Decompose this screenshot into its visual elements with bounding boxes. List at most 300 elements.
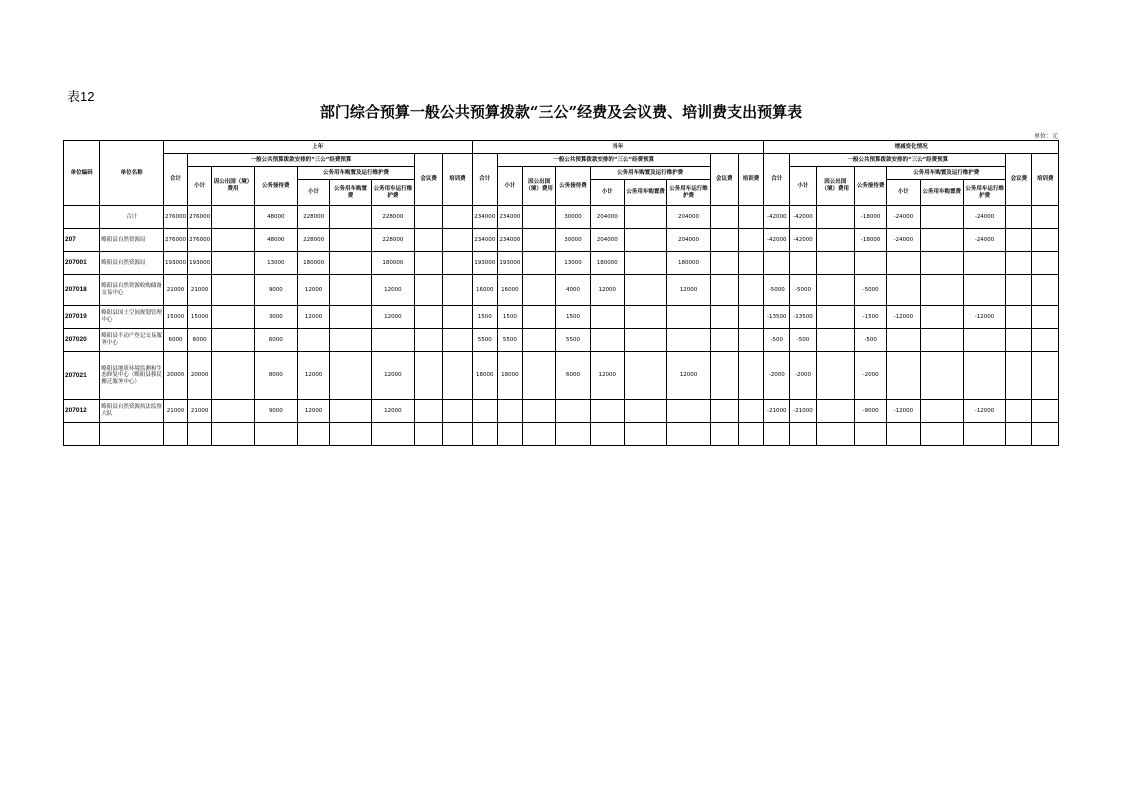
unit-name-cell: 略阳县自然资源执法监察大队 bbox=[100, 400, 164, 423]
subtotal-header: 小计 bbox=[188, 167, 212, 206]
value-cell bbox=[624, 306, 666, 329]
value-cell: 204000 bbox=[667, 229, 710, 252]
unit-name-cell: 合计 bbox=[100, 206, 164, 229]
value-cell: -2000 bbox=[854, 352, 886, 400]
value-cell bbox=[1032, 252, 1059, 275]
value-cell: -24000 bbox=[963, 229, 1005, 252]
vehicle-subtotal-header: 小计 bbox=[590, 180, 624, 206]
value-cell bbox=[415, 352, 443, 400]
abroad-header: 因公出国（境）费用 bbox=[816, 167, 854, 206]
value-cell: 180000 bbox=[298, 252, 330, 275]
value-cell bbox=[1006, 206, 1032, 229]
value-cell: 12000 bbox=[371, 352, 414, 400]
value-cell: 30000 bbox=[556, 229, 590, 252]
value-cell bbox=[163, 423, 187, 446]
value-cell: -13500 bbox=[764, 306, 790, 329]
value-cell: -2000 bbox=[764, 352, 790, 400]
value-cell bbox=[764, 423, 790, 446]
value-cell bbox=[590, 423, 624, 446]
table-row bbox=[64, 275, 1059, 306]
subtotal-header: 小计 bbox=[497, 167, 522, 206]
value-cell: 228000 bbox=[371, 206, 414, 229]
value-cell bbox=[624, 329, 666, 352]
value-cell: -500 bbox=[790, 329, 816, 352]
value-cell bbox=[1032, 400, 1059, 423]
group-header-change: 增减变化情况 bbox=[764, 141, 1059, 154]
value-cell: 5500 bbox=[472, 329, 497, 352]
unit-code-cell bbox=[64, 206, 100, 229]
unit-name-cell: 略阳县地质环境监测和生态修复中心（略阳县移民搬迁服务中心） bbox=[100, 352, 164, 400]
sangong-budget-header: 一般公共预算拨款安排的“三公”经费预算 bbox=[790, 154, 1006, 167]
value-cell: -24000 bbox=[887, 206, 920, 229]
value-cell: 9000 bbox=[254, 400, 297, 423]
vehicle-purchase-header: 公务用车购置费 bbox=[920, 180, 963, 206]
value-cell: 15000 bbox=[188, 306, 212, 329]
value-cell: 180000 bbox=[590, 252, 624, 275]
value-cell bbox=[816, 352, 854, 400]
value-cell bbox=[624, 423, 666, 446]
value-cell: 204000 bbox=[667, 206, 710, 229]
value-cell: -12000 bbox=[963, 400, 1005, 423]
value-cell: 228000 bbox=[298, 206, 330, 229]
value-cell bbox=[667, 306, 710, 329]
value-cell: 234000 bbox=[497, 206, 522, 229]
value-cell: 12000 bbox=[667, 352, 710, 400]
value-cell bbox=[330, 229, 371, 252]
value-cell bbox=[624, 400, 666, 423]
unit-name-header: 单位名称 bbox=[100, 141, 164, 206]
value-cell: -21000 bbox=[764, 400, 790, 423]
value-cell bbox=[443, 306, 472, 329]
value-cell bbox=[212, 352, 254, 400]
value-cell bbox=[816, 206, 854, 229]
abroad-header: 因公出国（境）费用 bbox=[523, 167, 556, 206]
value-cell bbox=[523, 229, 556, 252]
value-cell bbox=[443, 400, 472, 423]
value-cell: 12000 bbox=[667, 275, 710, 306]
value-cell bbox=[1032, 206, 1059, 229]
header-row-1 bbox=[64, 141, 1059, 154]
value-cell bbox=[330, 252, 371, 275]
value-cell: 13000 bbox=[556, 252, 590, 275]
value-cell: 6000 bbox=[556, 352, 590, 400]
value-cell bbox=[816, 252, 854, 275]
value-cell: -18000 bbox=[854, 206, 886, 229]
value-cell: 6000 bbox=[163, 329, 187, 352]
value-cell bbox=[1032, 306, 1059, 329]
value-cell: 30000 bbox=[556, 206, 590, 229]
vehicle-purchase-header: 公务用车购置费 bbox=[624, 180, 666, 206]
value-cell bbox=[816, 400, 854, 423]
value-cell bbox=[710, 275, 738, 306]
table-row bbox=[64, 400, 1059, 423]
value-cell bbox=[443, 252, 472, 275]
table-row bbox=[64, 252, 1059, 275]
value-cell bbox=[254, 423, 297, 446]
table-row bbox=[64, 352, 1059, 400]
value-cell bbox=[710, 352, 738, 400]
reception-header: 公务接待费 bbox=[854, 167, 886, 206]
value-cell: 12000 bbox=[298, 306, 330, 329]
unit-name-cell bbox=[100, 423, 164, 446]
value-cell: 180000 bbox=[667, 252, 710, 275]
value-cell: -12000 bbox=[887, 306, 920, 329]
value-cell: 9000 bbox=[254, 275, 297, 306]
table-row bbox=[64, 206, 1059, 229]
value-cell: 6000 bbox=[188, 329, 212, 352]
value-cell bbox=[443, 352, 472, 400]
value-cell bbox=[212, 252, 254, 275]
value-cell bbox=[963, 352, 1005, 400]
value-cell bbox=[415, 329, 443, 352]
value-cell: 5500 bbox=[497, 329, 522, 352]
value-cell: 193000 bbox=[163, 252, 187, 275]
unit-name-cell: 略阳县自然资源局 bbox=[100, 229, 164, 252]
value-cell bbox=[920, 400, 963, 423]
total-header: 合计 bbox=[472, 154, 497, 206]
value-cell: 204000 bbox=[590, 206, 624, 229]
abroad-header: 因公出国（境）费用 bbox=[212, 167, 254, 206]
training-header: 培训费 bbox=[1032, 154, 1059, 206]
value-cell: -42000 bbox=[790, 206, 816, 229]
sangong-budget-header: 一般公共预算拨款安排的“三公”经费预算 bbox=[497, 154, 710, 167]
value-cell bbox=[523, 206, 556, 229]
value-cell: 228000 bbox=[371, 229, 414, 252]
value-cell: 12000 bbox=[590, 352, 624, 400]
vehicle-purchase-header: 公务用车购置费 bbox=[330, 180, 371, 206]
vehicle-header: 公务用车购置及运行维护费 bbox=[590, 167, 710, 180]
group-header-this-year: 当年 bbox=[472, 141, 764, 154]
value-cell bbox=[443, 275, 472, 306]
value-cell: 1500 bbox=[497, 306, 522, 329]
vehicle-header: 公务用车购置及运行维护费 bbox=[887, 167, 1006, 180]
value-cell bbox=[920, 206, 963, 229]
value-cell: 48000 bbox=[254, 206, 297, 229]
value-cell: -12000 bbox=[963, 306, 1005, 329]
value-cell bbox=[443, 423, 472, 446]
unit-code-cell: 207018 bbox=[64, 275, 100, 306]
reception-header: 公务接待费 bbox=[556, 167, 590, 206]
value-cell: 21000 bbox=[188, 400, 212, 423]
value-cell bbox=[298, 423, 330, 446]
value-cell: 18000 bbox=[472, 352, 497, 400]
value-cell bbox=[710, 229, 738, 252]
value-cell bbox=[371, 423, 414, 446]
value-cell bbox=[523, 400, 556, 423]
value-cell: -18000 bbox=[854, 229, 886, 252]
value-cell bbox=[963, 423, 1005, 446]
value-cell bbox=[710, 329, 738, 352]
value-cell: 18000 bbox=[497, 352, 522, 400]
total-header: 合计 bbox=[163, 154, 187, 206]
value-cell bbox=[920, 229, 963, 252]
meeting-header: 会议费 bbox=[1006, 154, 1032, 206]
value-cell bbox=[1032, 423, 1059, 446]
value-cell bbox=[1006, 329, 1032, 352]
value-cell bbox=[556, 423, 590, 446]
value-cell bbox=[1006, 400, 1032, 423]
vehicle-maintenance-header: 公务用车运行维护费 bbox=[371, 180, 414, 206]
value-cell bbox=[624, 229, 666, 252]
value-cell bbox=[887, 352, 920, 400]
value-cell bbox=[738, 275, 763, 306]
value-cell: 12000 bbox=[371, 306, 414, 329]
value-cell: 15000 bbox=[163, 306, 187, 329]
value-cell bbox=[816, 306, 854, 329]
value-cell bbox=[443, 229, 472, 252]
total-header: 合计 bbox=[764, 154, 790, 206]
value-cell bbox=[624, 206, 666, 229]
value-cell bbox=[330, 400, 371, 423]
value-cell bbox=[415, 275, 443, 306]
value-cell bbox=[188, 423, 212, 446]
meeting-header: 会议费 bbox=[415, 154, 443, 206]
value-cell bbox=[523, 423, 556, 446]
value-cell: -42000 bbox=[764, 229, 790, 252]
value-cell bbox=[212, 229, 254, 252]
value-cell: 193000 bbox=[472, 252, 497, 275]
value-cell: -21000 bbox=[790, 400, 816, 423]
value-cell: 204000 bbox=[590, 229, 624, 252]
value-cell: -24000 bbox=[963, 206, 1005, 229]
value-cell: -5000 bbox=[854, 275, 886, 306]
value-cell bbox=[472, 423, 497, 446]
vehicle-maintenance-header: 公务用车运行维护费 bbox=[667, 180, 710, 206]
value-cell: 276000 bbox=[163, 206, 187, 229]
value-cell bbox=[371, 329, 414, 352]
reception-header: 公务接待费 bbox=[254, 167, 297, 206]
value-cell: 12000 bbox=[590, 275, 624, 306]
group-header-last-year: 上年 bbox=[163, 141, 472, 154]
unit-name-cell: 略阳县自然资源收购储备交易中心 bbox=[100, 275, 164, 306]
value-cell bbox=[816, 329, 854, 352]
value-cell bbox=[443, 329, 472, 352]
value-cell bbox=[887, 329, 920, 352]
value-cell: -24000 bbox=[887, 229, 920, 252]
value-cell bbox=[816, 275, 854, 306]
value-cell: 3000 bbox=[254, 306, 297, 329]
value-cell bbox=[854, 423, 886, 446]
value-cell bbox=[212, 423, 254, 446]
value-cell bbox=[738, 400, 763, 423]
value-cell: -1500 bbox=[854, 306, 886, 329]
value-cell: 12000 bbox=[371, 400, 414, 423]
vehicle-subtotal-header: 小计 bbox=[298, 180, 330, 206]
value-cell bbox=[1006, 306, 1032, 329]
value-cell bbox=[330, 352, 371, 400]
value-cell: -13500 bbox=[790, 306, 816, 329]
value-cell bbox=[212, 306, 254, 329]
budget-table bbox=[63, 140, 1059, 446]
value-cell: 21000 bbox=[163, 400, 187, 423]
unit-name-cell: 略阳县国土空间规划管理中心 bbox=[100, 306, 164, 329]
unit-name-cell: 略阳县不动产登记交易服务中心 bbox=[100, 329, 164, 352]
value-cell: 12000 bbox=[298, 275, 330, 306]
value-cell bbox=[330, 306, 371, 329]
vehicle-header: 公务用车购置及运行维护费 bbox=[298, 167, 415, 180]
sangong-budget-header: 一般公共预算拨款安排的“三公”经费预算 bbox=[188, 154, 415, 167]
unit-code-cell: 207 bbox=[64, 229, 100, 252]
value-cell: -42000 bbox=[764, 206, 790, 229]
value-cell bbox=[1006, 423, 1032, 446]
value-cell: -12000 bbox=[887, 400, 920, 423]
value-cell bbox=[523, 329, 556, 352]
value-cell bbox=[415, 206, 443, 229]
value-cell bbox=[624, 275, 666, 306]
value-cell bbox=[497, 423, 522, 446]
value-cell bbox=[1032, 229, 1059, 252]
value-cell: 5500 bbox=[556, 329, 590, 352]
value-cell bbox=[738, 423, 763, 446]
value-cell bbox=[667, 329, 710, 352]
meeting-header: 会议费 bbox=[710, 154, 738, 206]
value-cell bbox=[298, 329, 330, 352]
value-cell bbox=[667, 400, 710, 423]
value-cell bbox=[710, 306, 738, 329]
value-cell: 1500 bbox=[472, 306, 497, 329]
value-cell bbox=[330, 329, 371, 352]
value-cell: 180000 bbox=[371, 252, 414, 275]
value-cell bbox=[212, 275, 254, 306]
value-cell: 234000 bbox=[497, 229, 522, 252]
value-cell bbox=[523, 306, 556, 329]
header-row-2 bbox=[64, 154, 1059, 167]
value-cell: 21000 bbox=[163, 275, 187, 306]
unit-code-cell: 207021 bbox=[64, 352, 100, 400]
value-cell bbox=[415, 423, 443, 446]
value-cell bbox=[764, 252, 790, 275]
value-cell bbox=[330, 275, 371, 306]
value-cell bbox=[1006, 229, 1032, 252]
value-cell bbox=[920, 352, 963, 400]
value-cell: 21000 bbox=[188, 275, 212, 306]
value-cell bbox=[738, 206, 763, 229]
table-row bbox=[64, 306, 1059, 329]
value-cell bbox=[920, 423, 963, 446]
value-cell bbox=[497, 400, 522, 423]
value-cell: -5000 bbox=[764, 275, 790, 306]
value-cell bbox=[556, 400, 590, 423]
value-cell: 12000 bbox=[371, 275, 414, 306]
value-cell bbox=[1006, 352, 1032, 400]
value-cell: 276000 bbox=[163, 229, 187, 252]
unit-code-cell: 207020 bbox=[64, 329, 100, 352]
value-cell bbox=[472, 400, 497, 423]
value-cell bbox=[1032, 352, 1059, 400]
value-cell bbox=[330, 206, 371, 229]
value-cell bbox=[212, 400, 254, 423]
value-cell bbox=[1032, 275, 1059, 306]
vehicle-subtotal-header: 小计 bbox=[887, 180, 920, 206]
value-cell: 12000 bbox=[298, 400, 330, 423]
value-cell bbox=[212, 206, 254, 229]
value-cell bbox=[710, 252, 738, 275]
value-cell bbox=[887, 252, 920, 275]
value-cell bbox=[816, 423, 854, 446]
value-cell bbox=[523, 352, 556, 400]
value-cell: 12000 bbox=[298, 352, 330, 400]
value-cell bbox=[963, 329, 1005, 352]
value-cell bbox=[1006, 275, 1032, 306]
value-cell: 4000 bbox=[556, 275, 590, 306]
value-cell bbox=[920, 329, 963, 352]
value-cell: 13000 bbox=[254, 252, 297, 275]
value-cell bbox=[590, 329, 624, 352]
value-cell bbox=[590, 400, 624, 423]
value-cell bbox=[710, 400, 738, 423]
value-cell bbox=[887, 275, 920, 306]
value-cell bbox=[816, 229, 854, 252]
value-cell bbox=[624, 352, 666, 400]
unit-code-header: 单位编码 bbox=[64, 141, 100, 206]
value-cell bbox=[443, 206, 472, 229]
value-cell bbox=[710, 423, 738, 446]
unit-code-cell bbox=[64, 423, 100, 446]
value-cell bbox=[854, 252, 886, 275]
value-cell bbox=[738, 352, 763, 400]
value-cell bbox=[415, 400, 443, 423]
value-cell bbox=[963, 252, 1005, 275]
value-cell: -500 bbox=[854, 329, 886, 352]
training-header: 培训费 bbox=[443, 154, 472, 206]
subtotal-header: 小计 bbox=[790, 167, 816, 206]
value-cell: 276000 bbox=[188, 229, 212, 252]
value-cell: 193000 bbox=[188, 252, 212, 275]
value-cell bbox=[330, 423, 371, 446]
value-cell bbox=[738, 329, 763, 352]
value-cell bbox=[920, 252, 963, 275]
value-cell bbox=[590, 306, 624, 329]
training-header: 培训费 bbox=[738, 154, 763, 206]
value-cell: 234000 bbox=[472, 206, 497, 229]
value-cell bbox=[212, 329, 254, 352]
unit-label: 单位：元 bbox=[1033, 133, 1058, 140]
value-cell bbox=[1006, 252, 1032, 275]
value-cell bbox=[1032, 329, 1059, 352]
value-cell bbox=[710, 206, 738, 229]
value-cell: 48000 bbox=[254, 229, 297, 252]
value-cell bbox=[920, 275, 963, 306]
header-row-3 bbox=[64, 167, 1059, 180]
value-cell: -42000 bbox=[790, 229, 816, 252]
unit-name-cell: 略阳县自然资源局 bbox=[100, 252, 164, 275]
value-cell: -5000 bbox=[790, 275, 816, 306]
value-cell: 8000 bbox=[254, 352, 297, 400]
value-cell bbox=[963, 275, 1005, 306]
value-cell: 1500 bbox=[556, 306, 590, 329]
table-row bbox=[64, 229, 1059, 252]
value-cell bbox=[523, 275, 556, 306]
value-cell: -2000 bbox=[790, 352, 816, 400]
unit-code-cell: 207001 bbox=[64, 252, 100, 275]
unit-code-cell: 207012 bbox=[64, 400, 100, 423]
value-cell bbox=[920, 306, 963, 329]
value-cell bbox=[790, 252, 816, 275]
table-row bbox=[64, 329, 1059, 352]
value-cell bbox=[415, 252, 443, 275]
value-cell: 20000 bbox=[188, 352, 212, 400]
value-cell: -500 bbox=[764, 329, 790, 352]
value-cell: -9000 bbox=[854, 400, 886, 423]
table-row bbox=[64, 423, 1059, 446]
value-cell bbox=[887, 423, 920, 446]
value-cell: 234000 bbox=[472, 229, 497, 252]
value-cell: 20000 bbox=[163, 352, 187, 400]
value-cell: 16000 bbox=[472, 275, 497, 306]
unit-code-cell: 207019 bbox=[64, 306, 100, 329]
value-cell: 276000 bbox=[188, 206, 212, 229]
vehicle-maintenance-header: 公务用车运行维护费 bbox=[963, 180, 1005, 206]
